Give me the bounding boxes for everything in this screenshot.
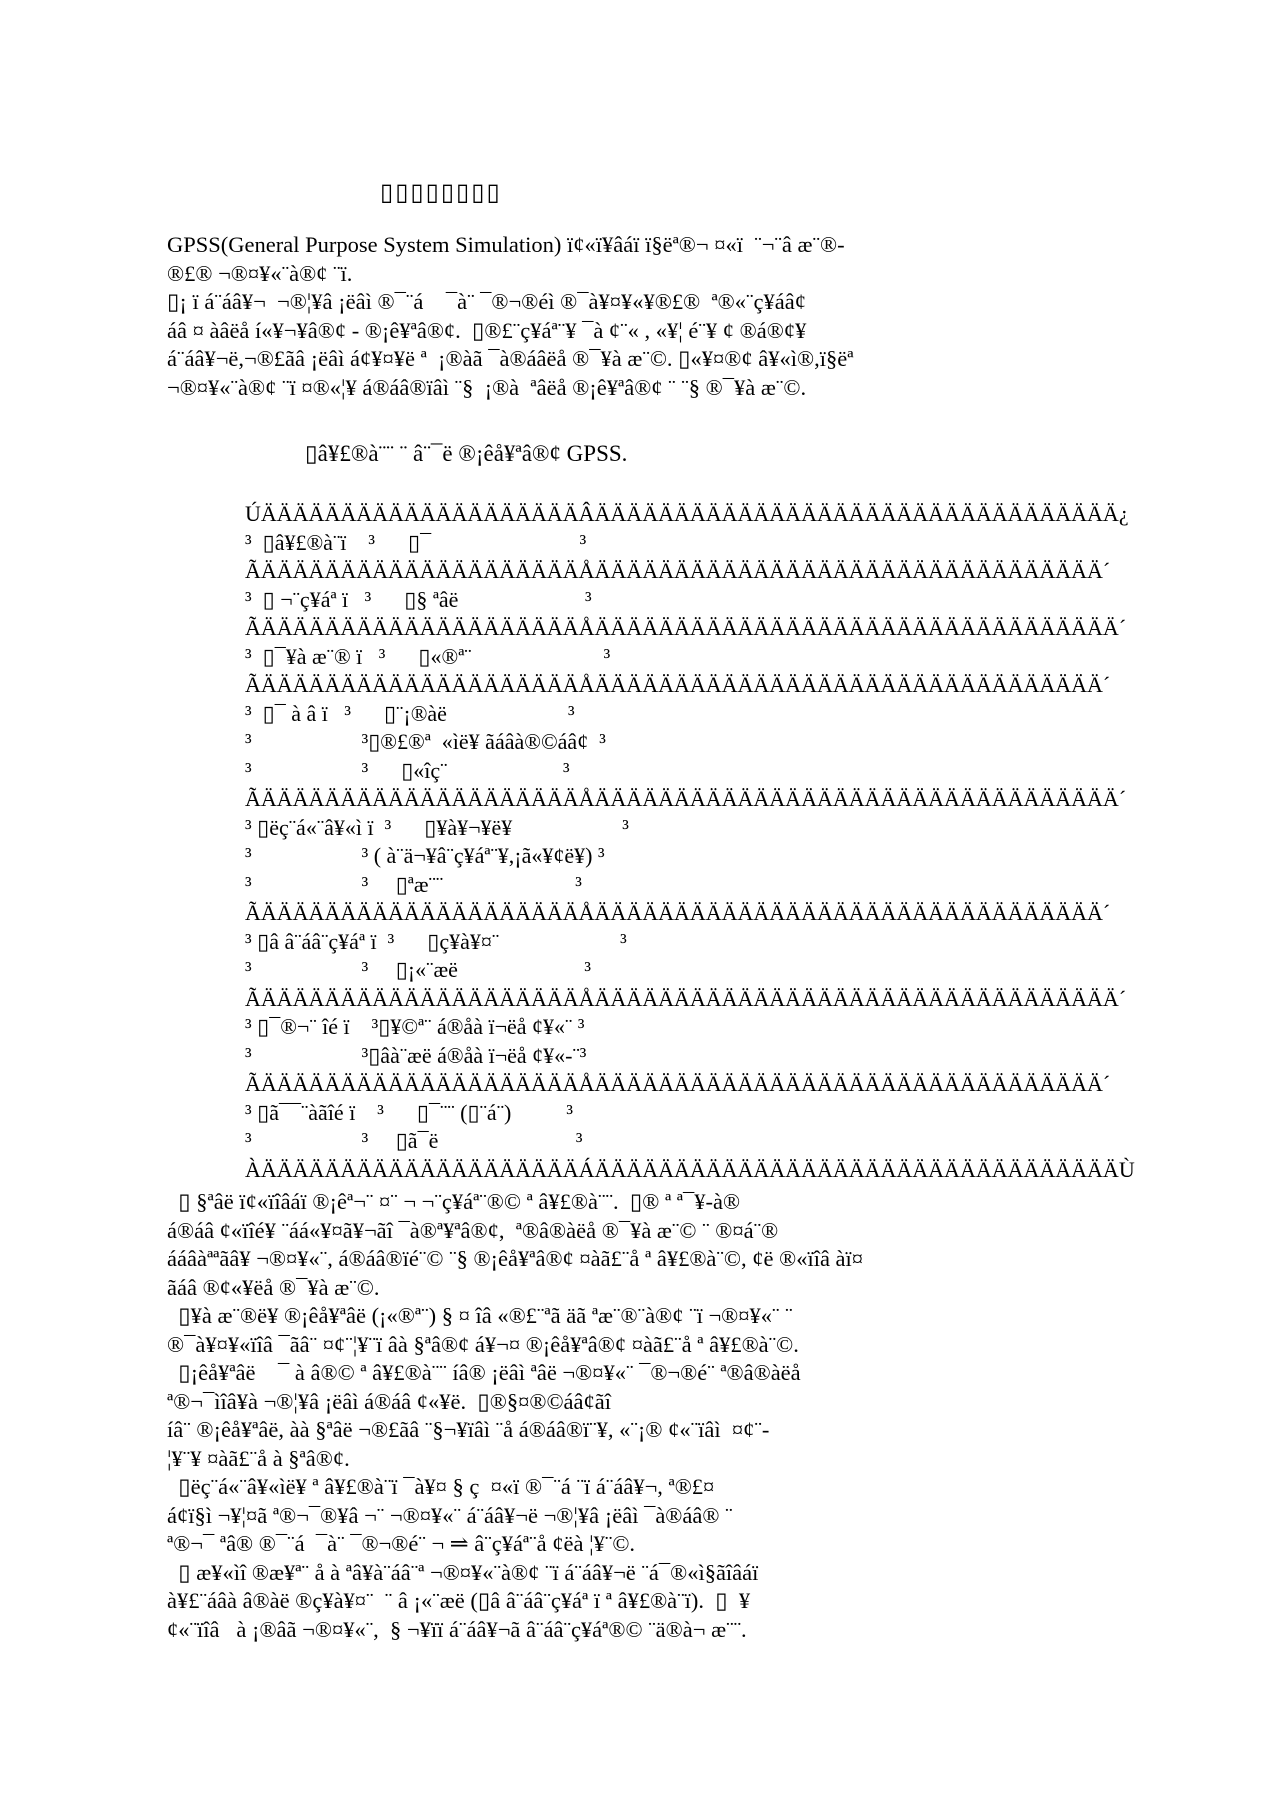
body-line: ▯¥à æ¨®ë¥ ®¡êå¥ªâë (¡«®ª¨) § ¤ îâ «®£¨ªã äã ªæ¨®¨à®¢ ¨ï ¬®¤¥«¨ ¨ <box>167 1303 793 1328</box>
table-row: ÃÄÄÄÄÄÄÄÄÄÄÄÄÄÄÄÄÄÄÄÄÅÄÄÄÄÄÄÄÄÄÄÄÄÄÄÄÄÄÄÄÄÄÄÄÄÄÄÄÄÄÄÄÄ´ <box>245 900 1111 925</box>
table-row: ³ ▯ã¯¯¨àãîé ï ³ ▯¯¨¨ (▯¨á¨) ³ <box>245 1099 573 1125</box>
table-row: ÃÄÄÄÄÄÄÄÄÄÄÄÄÄÄÄÄÄÄÄÄÅÄÄÄÄÄÄÄÄÄÄÄÄÄÄÄÄÄÄÄÄÄÄÄÄÄÄÄÄÄÄÄÄÄ´ <box>245 786 1127 811</box>
table-row: ³ ▯ëç¨á«¨â¥«ì ï ³ ▯¥à¥¬¥ë¥ ³ <box>245 814 629 840</box>
body-line: ãáâ ®¢«¥ëå ®¯¥à æ¨©. <box>167 1274 380 1300</box>
intro-line: á¨áâ¥¬ë,¬®£ãâ ¡ëâì á¢¥¤¥ë ª ¡®àã ¯à®áâëå ®¯¥à æ¨©. ▯«¥¤®¢ â¥«ì®,ï§ëª <box>167 346 854 371</box>
intro-paragraph <box>167 231 1167 402</box>
document-title: ▯▯▯▯▯▯▯▯ <box>380 180 502 206</box>
table-row: ³ ▯¯ à â ï ³ ▯¨¡®àë ³ <box>245 700 575 726</box>
body-line: á®áâ ¢«ïîé¥ ¨áá«¥¤ã¥¬ãî ¯à®ª¥ªâ®¢, ª®â®àëå ®¯¥à æ¨© ¨ ®¤á¨® <box>167 1217 779 1243</box>
intro-line: ¬®¤¥«¨à®¢ ¨ï ¤®«¦¥ á®áâ®ïâì ¨§ ¡®à ªâëå ®¡ê¥ªâ®¢ ¨ ¨§ ®¯¥à æ¨©. <box>167 374 807 400</box>
body-line: ¢«¨ïîâ à ¡®âã ¬®¤¥«¨, § ¬¥ïï á¨áâ¥¬ã â¨áâ¨ç¥áª®© ¨ä®à¬ æ¨¨. <box>167 1616 747 1642</box>
body-line: á¢ï§ì ¬¥¦¤ã ª®¬¯®¥â ¬¨ ¬®¤¥«¨ á¨áâ¥¬ë ¬®¦¥â ¡ëâì ¯à®áâ® ¨ <box>167 1502 733 1528</box>
body-line: ááâàªªãâ¥ ¬®¤¥«¨, á®áâ®ïé¨© ¨§ ®¡êå¥ªâ®¢ ¤àã£¨å ª â¥£®à¨©, ¢ë ®«ïîâ àï¤ <box>167 1246 864 1271</box>
table-row: ³ ³ ▯«îç¨ ³ <box>245 757 570 783</box>
table-row: ³ ³▯âà¨æë á®åà ï¬ëå ¢¥«-¨³ <box>245 1042 587 1068</box>
table-row: ³ ▯ ¬¨ç¥áª ï ³ ▯§ ªâë ³ <box>245 586 592 612</box>
table-row: ³ ³ ( à¨ä¬¥â¨ç¥áª¨¥,¡ã«¥¢ë¥) ³ <box>245 843 605 868</box>
body-line: ¦¥¨¥ ¤àã£¨å à §ªâ®¢. <box>167 1445 350 1471</box>
intro-line: ®£® ¬®¤¥«¨à®¢ ¨ï. <box>167 260 353 286</box>
table-row: ÃÄÄÄÄÄÄÄÄÄÄÄÄÄÄÄÄÄÄÄÄÅÄÄÄÄÄÄÄÄÄÄÄÄÄÄÄÄÄÄÄÄÄÄÄÄÄÄÄÄÄÄÄÄÄ´ <box>245 985 1127 1011</box>
table-row: ³ ³ ▯ã¯ë ³ <box>245 1128 583 1153</box>
table-caption: ▯â¥£®à¨¨ ¨ â¨¯ë ®¡êå¥ªâ®¢ GPSS. <box>305 441 628 466</box>
body-line: ▯ §ªâë ï¢«ïîâáï ®¡êª¬¨ ¤¨ ¬ ¬¨ç¥áª¨®© ª â¥£®à¨¨. ▯® ª ª¯¥-à® <box>167 1189 741 1214</box>
table-row: ³ ▯¯¥à æ¨® ï ³ ▯«®ª¨ ³ <box>245 643 611 669</box>
body-line: ▯¡êå¥ªâë ¯ à â®© ª â¥£®à¨¨ íâ® ¡ëâì ªâë ¬®¤¥«¨ ¯®¬®é¨ ª®â®àëå <box>167 1360 801 1385</box>
table-row: ÃÄÄÄÄÄÄÄÄÄÄÄÄÄÄÄÄÄÄÄÄÅÄÄÄÄÄÄÄÄÄÄÄÄÄÄÄÄÄÄÄÄÄÄÄÄÄÄÄÄÄÄÄÄ´ <box>245 558 1111 583</box>
table-row: ³ ▯¯®¬¨ îé ï ³▯¥©ª¨ á®åà ï¬ëå ¢¥«¨ ³ <box>245 1014 585 1039</box>
body-line: ª®¬¯ìîâ¥à ¬®¦¥â ¡ëâì á®áâ ¢«¥ë. ▯®§¤®©áâ¢ãî <box>167 1388 612 1414</box>
table-row: ³ ▯â â¨áâ¨ç¥áª ï ³ ▯ç¥à¥¤¨ ³ <box>245 928 627 954</box>
body-line: ▯ æ¥«ìî ®æ¥ª¨ å à ªâ¥à¨áâ¨ª ¬®¤¥«¨à®¢ ¨ï á¨áâ¥¬ë ¨á¯®«ì§ãîâáï <box>167 1559 759 1585</box>
table-row: ³ ³ ▯¡«¨æë ³ <box>245 957 591 982</box>
table-row: ³ ³ ▯ªæ¨¨ ³ <box>245 871 582 897</box>
table-row: ÚÄÄÄÄÄÄÄÄÄÄÄÄÄÄÄÄÄÄÄÄÂÄÄÄÄÄÄÄÄÄÄÄÄÄÄÄÄÄÄÄÄÄÄÄÄÄÄÄÄÄÄÄÄÄ¿ <box>245 501 1129 526</box>
intro-line: áâ ¤ àâëå í«¥¬¥â®¢ - ®¡ê¥ªâ®¢. ▯®£¨ç¥áª¨¥ ¯à ¢¨« , «¥¦ é¨¥ ¢ ®á®¢¥ <box>167 317 807 343</box>
body-line: à¥£¨áâà â®àë ®ç¥à¥¤¨ ¨ â ¡«¨æë (▯â â¨áâ¨ç¥áª ï ª â¥£®à¨ï). ▯ ¥ <box>167 1588 751 1613</box>
table-row: ÃÄÄÄÄÄÄÄÄÄÄÄÄÄÄÄÄÄÄÄÄÅÄÄÄÄÄÄÄÄÄÄÄÄÄÄÄÄÄÄÄÄÄÄÄÄÄÄÄÄÄÄÄÄ´ <box>245 672 1111 697</box>
body-line: ª®¬¯ ªâ® ®¯¨á ¯à¨ ¯®¬®é¨ ¬ ⥬ â¨ç¥áª¨å ¢ëà ¦¥¨©. <box>167 1531 636 1556</box>
intro-line: GPSS(General Purpose System Simulation) ï¢«ï¥âáï ï§ëª®¬ ¤«ï ¨¬¨â æ¨®- <box>167 232 845 257</box>
ascii-table <box>245 500 1135 1184</box>
body-line: íâ¨ ®¡êå¥ªâë, àà §ªâë ¬®£ãâ ¨§¬¥ïâì ¨å á®áâ®ï¨¥, «¨¡® ¢«¨ïâì ¤¢¨- <box>167 1417 770 1442</box>
table-row: ³ ▯â¥£®à¨ï ³ ▯¯ ³ <box>245 529 587 555</box>
body-paragraphs <box>167 1188 1167 1644</box>
table-row: ÃÄÄÄÄÄÄÄÄÄÄÄÄÄÄÄÄÄÄÄÄÅÄÄÄÄÄÄÄÄÄÄÄÄÄÄÄÄÄÄÄÄÄÄÄÄÄÄÄÄÄÄÄÄÄ´ <box>245 615 1127 640</box>
body-line: ®¯à¥¤¥«ïîâ ¯ãâ¨ ¤¢¨¦¥¨ï âà §ªâ®¢ á¥¬¤ ®¡êå¥ªâ®¢ ¤àã£¨å ª â¥£®à¨©. <box>167 1331 799 1357</box>
table-row: ³ ³▯®£®ª «ìë¥ ãáâà®©áâ¢ ³ <box>245 729 606 754</box>
table-row: ÃÄÄÄÄÄÄÄÄÄÄÄÄÄÄÄÄÄÄÄÄÅÄÄÄÄÄÄÄÄÄÄÄÄÄÄÄÄÄÄÄÄÄÄÄÄÄÄÄÄÄÄÄÄ´ <box>245 1071 1111 1096</box>
table-row: ÀÄÄÄÄÄÄÄÄÄÄÄÄÄÄÄÄÄÄÄÄÁÄÄÄÄÄÄÄÄÄÄÄÄÄÄÄÄÄÄÄÄÄÄÄÄÄÄÄÄÄÄÄÄÄÙ <box>245 1156 1135 1182</box>
body-line: ▯ëç¨á«¨â¥«ìë¥ ª â¥£®à¨ï ¯à¥¤ § ç ¤«ï ®¯¨á ¨ï á¨áâ¥¬, ª®£¤ <box>167 1474 715 1499</box>
intro-line: ▯¡ ï á¨áâ¥¬ ¬®¦¥â ¡ëâì ®¯¨á ¯à¨ ¯®¬®éì ®¯à¥¤¥«¥®£® ª®«¨ç¥áâ¢ <box>167 289 806 314</box>
